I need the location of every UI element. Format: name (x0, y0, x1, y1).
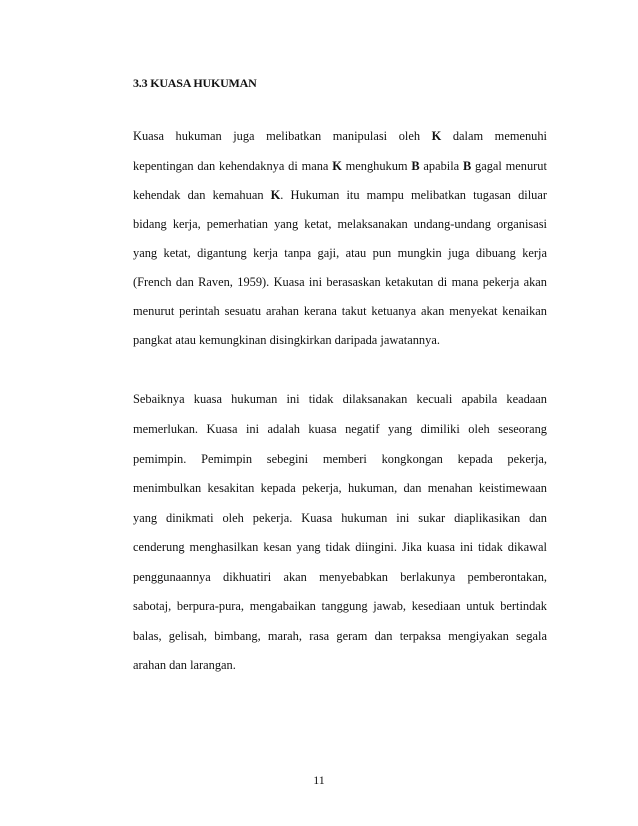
paragraph-line: menurut perintah sesuatu arahan kerana takut ketuanya akan menyekat kenaikan (133, 304, 547, 318)
paragraph-line: yang dinikmati oleh pekerja. Kuasa hukuman ini sukar diaplikasikan dan (133, 511, 547, 525)
paragraph-line: memerlukan. Kuasa ini adalah kuasa negatif yang dimiliki oleh seseorang (133, 422, 547, 436)
paragraph-line: cenderung menghasilkan kesan yang tidak diingini. Jika kuasa ini tidak dikawal (133, 540, 547, 554)
paragraph-line: sabotaj, berpura-pura, mengabaikan tanggung jawab, kesediaan untuk bertindak (133, 599, 547, 613)
page-number: 11 (313, 773, 325, 787)
paragraph-line: yang ketat, digantung kerja tanpa gaji, atau pun mungkin juga dibuang kerja (133, 246, 547, 260)
paragraph-line: arahan dan larangan. (133, 658, 236, 672)
paragraph-line: (French dan Raven, 1959). Kuasa ini berasaskan ketakutan di mana pekerja akan (133, 275, 547, 289)
paragraph-line: menimbulkan kesakitan kepada pekerja, hukuman, dan menahan keistimewaan (133, 481, 547, 495)
paragraph-line: kepentingan dan kehendaknya di mana K menghukum B apabila B gagal menurut (133, 159, 547, 173)
paragraph-line: pemimpin. Pemimpin sebegini memberi kongkongan kepada pekerja, (133, 452, 547, 466)
paragraph-line: bidang kerja, pemerhatian yang ketat, melaksanakan undang-undang organisasi (133, 217, 547, 231)
paragraph-line: balas, gelisah, bimbang, marah, rasa geram dan terpaksa mengiyakan segala (133, 629, 547, 643)
paragraph-line: Kuasa hukuman juga melibatkan manipulasi oleh K dalam memenuhi (133, 129, 547, 143)
paragraph-line: kehendak dan kemahuan K. Hukuman itu mampu melibatkan tugasan diluar (133, 188, 547, 202)
paragraph-line: Sebaiknya kuasa hukuman ini tidak dilaksanakan kecuali apabila keadaan (133, 392, 547, 406)
paragraph-line: penggunaannya dikhuatiri akan menyebabkan berlakunya pemberontakan, (133, 570, 547, 584)
section-heading: 3.3 KUASA HUKUMAN (133, 76, 257, 90)
paragraph-line: pangkat atau kemungkinan disingkirkan daripada jawatannya. (133, 333, 440, 347)
